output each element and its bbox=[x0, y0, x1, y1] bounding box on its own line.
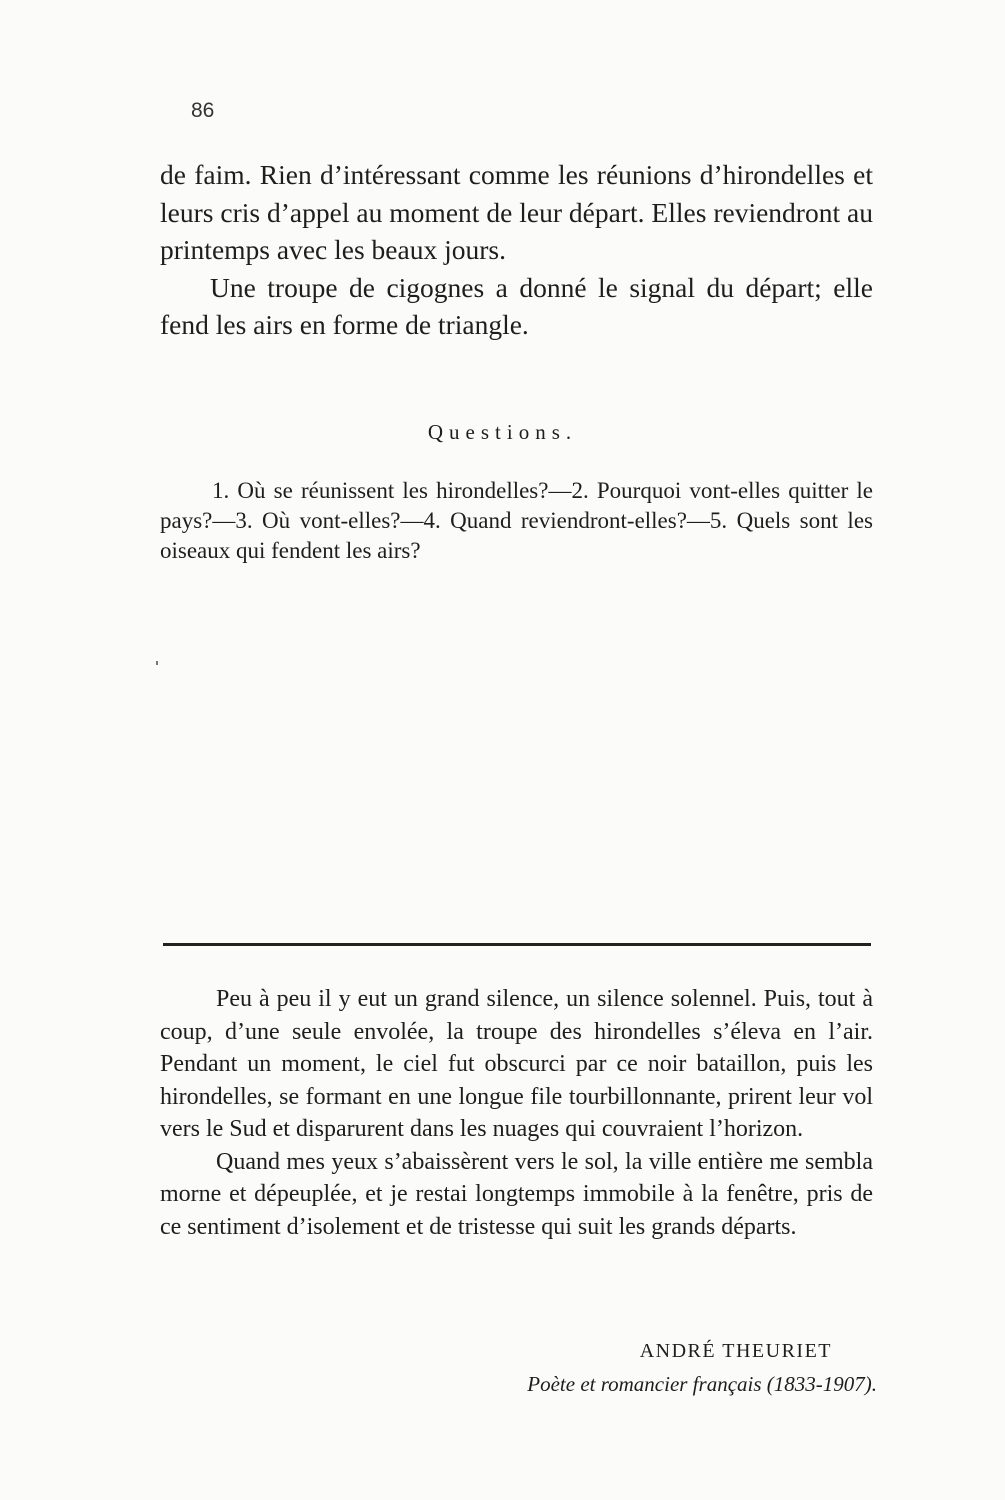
reading-excerpt bbox=[160, 983, 873, 1243]
excerpt-paragraph-1: Peu à peu il y eut un grand silence, un silence solennel. Puis, tout à coup, d’une seule envolée, la troupe des hirondelles s’éleva en l’air. Pendant un moment, le ciel fut obscurci par ce noir bataillon, puis les hirondelles, se formant en une longue file tourbillonnante, prirent leur vol vers le Sud et disparurent dans les nuages qui couvraient l’horizon. bbox=[160, 986, 873, 1142]
main-text bbox=[160, 156, 873, 344]
questions-heading: Questions. bbox=[427, 420, 578, 444]
questions-section bbox=[160, 476, 873, 566]
main-paragraph-2: Une troupe de cigognes a donné le signal du départ; elle fend les airs en forme de triangle. bbox=[160, 271, 873, 340]
main-paragraph-1: de faim. Rien d’intéressant comme les réunions d’hirondelles et leurs cris d’appel au moment de leur départ. Elles reviendront au printemps avec les beaux jours. bbox=[160, 159, 873, 265]
author-description: Poète et romancier français (1833-1907). bbox=[527, 1372, 877, 1396]
section-divider bbox=[163, 943, 871, 946]
paper-speck bbox=[156, 661, 158, 665]
page-number: 86 bbox=[191, 99, 215, 122]
author-name: ANDRÉ THEURIET bbox=[639, 1340, 832, 1362]
questions-text: 1. Où se réunissent les hirondelles?—2. Pourquoi vont-elles quitter le pays?—3. Où vont-elles?—4. Quand reviendront-elles?—5. Quels sont les oiseaux qui fendent les airs? bbox=[160, 478, 873, 563]
excerpt-paragraph-2: Quand mes yeux s’abaissèrent vers le sol, la ville entière me sembla morne et dépeuplée, et je restai longtemps immobile à la fenêtre, pris de ce sentiment d’isolement et de tristesse qui suit les grands départs. bbox=[160, 1148, 873, 1240]
